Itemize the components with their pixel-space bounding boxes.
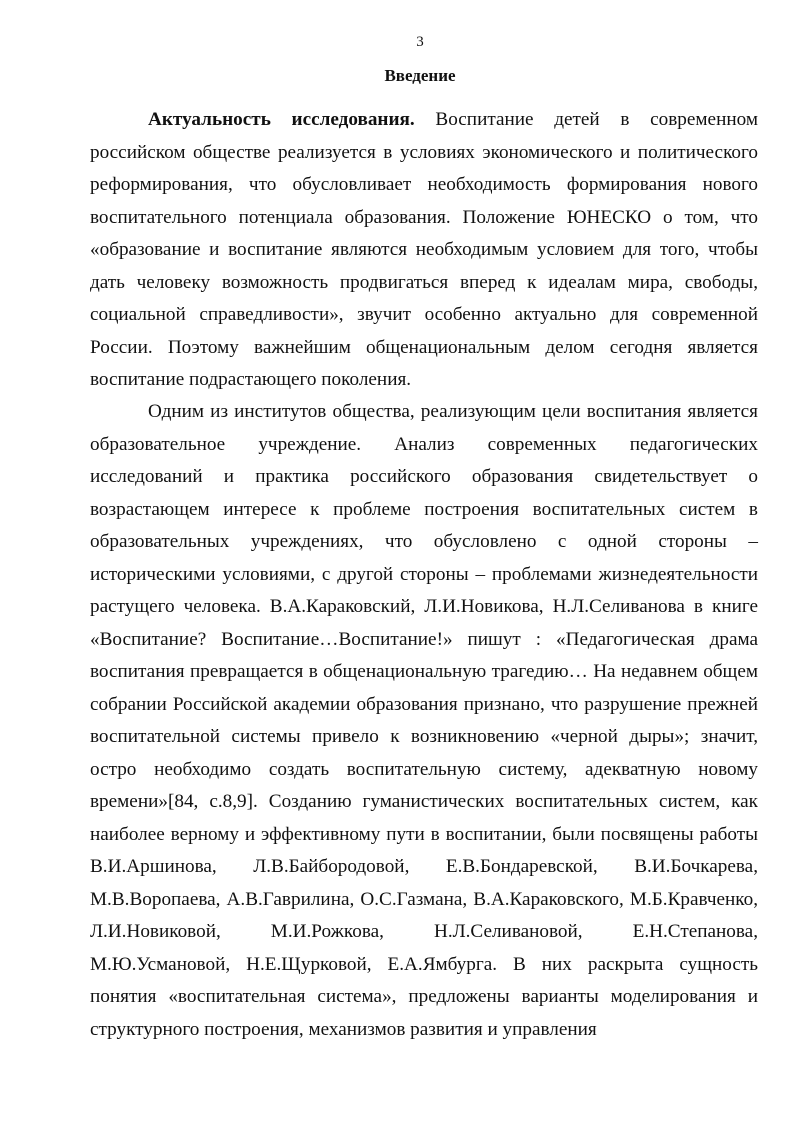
section-heading: Введение — [384, 66, 456, 85]
paragraph-lead: Актуальность исследования. — [148, 109, 415, 130]
paragraph-text: Воспитание детей в современном российском обществе реализуется в условиях экономического и политического реформирования, что обусловливает необходимость формирования нового воспитательного потенциала образования. Положение ЮНЕСКО о том, что «образование и воспитание являются необходимым условием для того, чтобы дать человеку возможность продвигаться вперед к идеалам мира, свободы, социальной справедливости», звучит особенно актуально для современной России. Поэтому важнейшим общенациональным делом сегодня является воспитание подрастающего поколения. — [90, 109, 758, 390]
page-number: 3 — [416, 34, 424, 50]
paragraph-institutions — [90, 396, 758, 1046]
paragraph-text: Одним из институтов общества, реализующим цели воспитания является образовательное учреждение. Анализ современных педагогических исследований и практика российского образования свидетельствует о возрастающем интересе к проблеме построения воспитательных систем в образовательных учреждениях, что обусловлено с одной стороны – историческими условиями, с другой стороны – проблемами жизнедеятельности растущего человека. В.А.Караковский, Л.И.Новикова, Н.Л.Селиванова в книге «Воспитание? Воспитание…Воспитание!» пишут : «Педагогическая драма воспитания превращается в общенациональную трагедию… На недавнем общем собрании Российской академии образования признано, что разрушение прежней воспитательной системы привело к возникновению «черной дыры»; значит, остро необходимо создать воспитательную систему, адекватную новому времени»[84, с.8,9]. Созданию гуманистических воспитательных систем, как наиболее верному и эффективному пути в воспитании, были посвящены работы В.И.Аршинова, Л.В.Байбородовой, Е.В.Бондаревской, В.И.Бочкарева, М.В.Воропаева, А.В.Гаврилина, О.С.Газмана, В.А.Караковского, М.Б.Кравченко, Л.И.Новиковой, М.И.Рожкова, Н.Л.Селивановой, Е.Н.Степанова, М.Ю.Усмановой, Н.Е.Щурковой, Е.А.Ямбурга. В них раскрыта сущность понятия «воспитательная система», предложены варианты моделирования и структурного построения, механизмов развития и управления — [90, 401, 758, 1040]
paragraph-relevance — [90, 104, 758, 397]
